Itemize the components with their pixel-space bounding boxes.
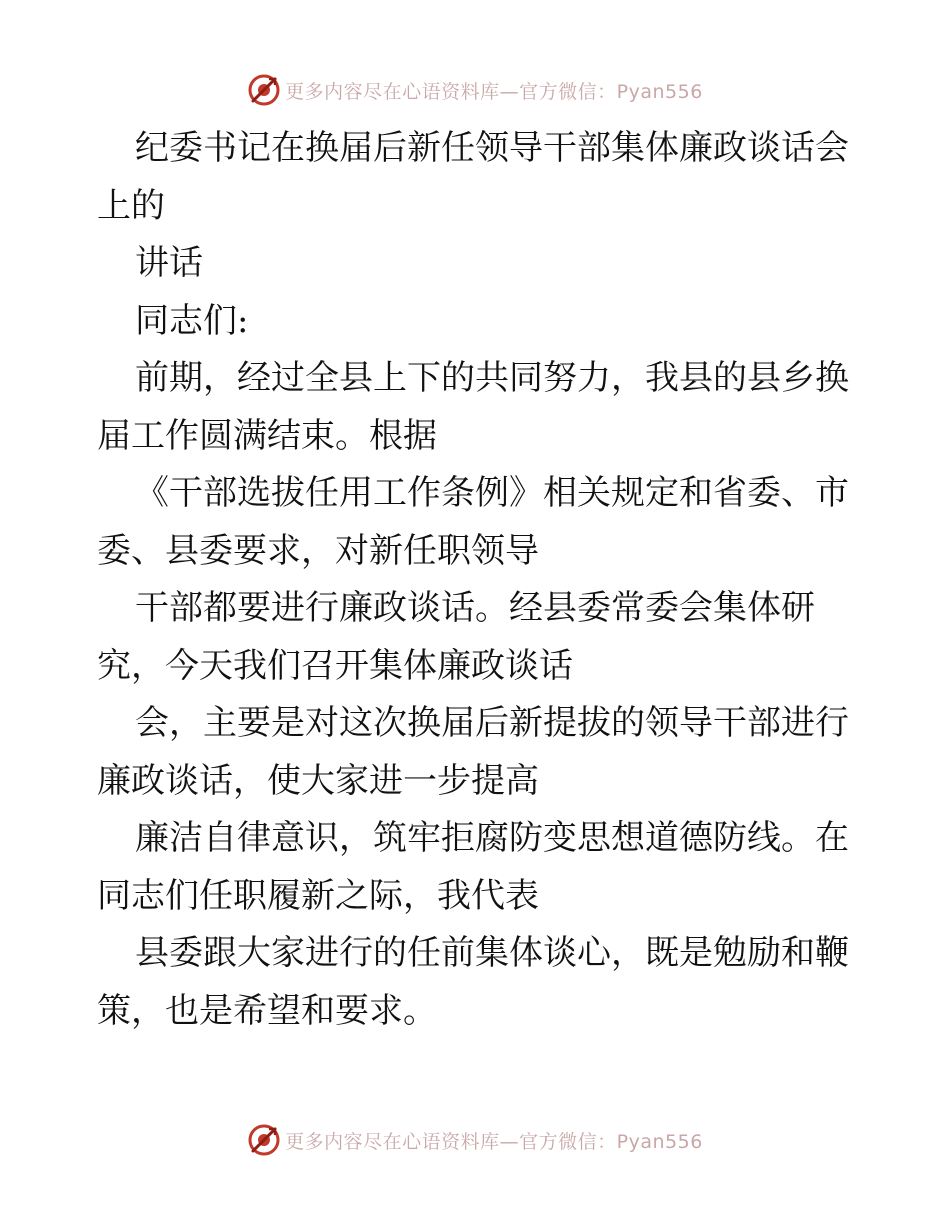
paragraph-line: 策，也是希望和要求。 [97, 990, 437, 1031]
title-line-2: 上的 [97, 185, 165, 226]
salutation: 同志们: [135, 300, 249, 341]
brand-logo-icon [247, 1123, 281, 1157]
document-body [97, 120, 857, 1040]
title-line-3: 讲话 [135, 243, 203, 283]
title-line-1: 纪委书记在换届后新任领导干部集体廉政谈话会 [135, 128, 849, 168]
paragraph-line: 前期，经过全县上下的共同努力，我县的县乡换 [135, 358, 849, 398]
footer-banner-text: 更多内容尽在心语资料库—官方微信：Pyan556 [285, 1130, 703, 1153]
header-banner-text: 更多内容尽在心语资料库—官方微信：Pyan556 [285, 80, 703, 103]
paragraph-line: 同志们任职履新之际，我代表 [97, 875, 539, 916]
paragraph-line: 廉洁自律意识，筑牢拒腐防变思想道德防线。在 [135, 818, 849, 858]
paragraph-line: 委、县委要求，对新任职领导 [97, 530, 539, 571]
paragraph-line: 究，今天我们召开集体廉政谈话 [97, 645, 573, 686]
paragraph-line: 县委跟大家进行的任前集体谈心，既是勉励和鞭 [135, 933, 849, 973]
paragraph-line: 届工作圆满结束。根据 [97, 415, 437, 456]
paragraph-line: 《干部选拔任用工作条例》相关规定和省委、市 [135, 473, 849, 513]
header-banner [0, 70, 950, 110]
paragraph-line: 会，主要是对这次换届后新提拔的领导干部进行 [135, 703, 849, 743]
paragraph-line: 干部都要进行廉政谈话。经县委常委会集体研 [135, 588, 815, 628]
footer-banner [0, 1120, 950, 1160]
brand-logo-icon [247, 73, 281, 107]
paragraph-line: 廉政谈话，使大家进一步提高 [97, 760, 539, 801]
